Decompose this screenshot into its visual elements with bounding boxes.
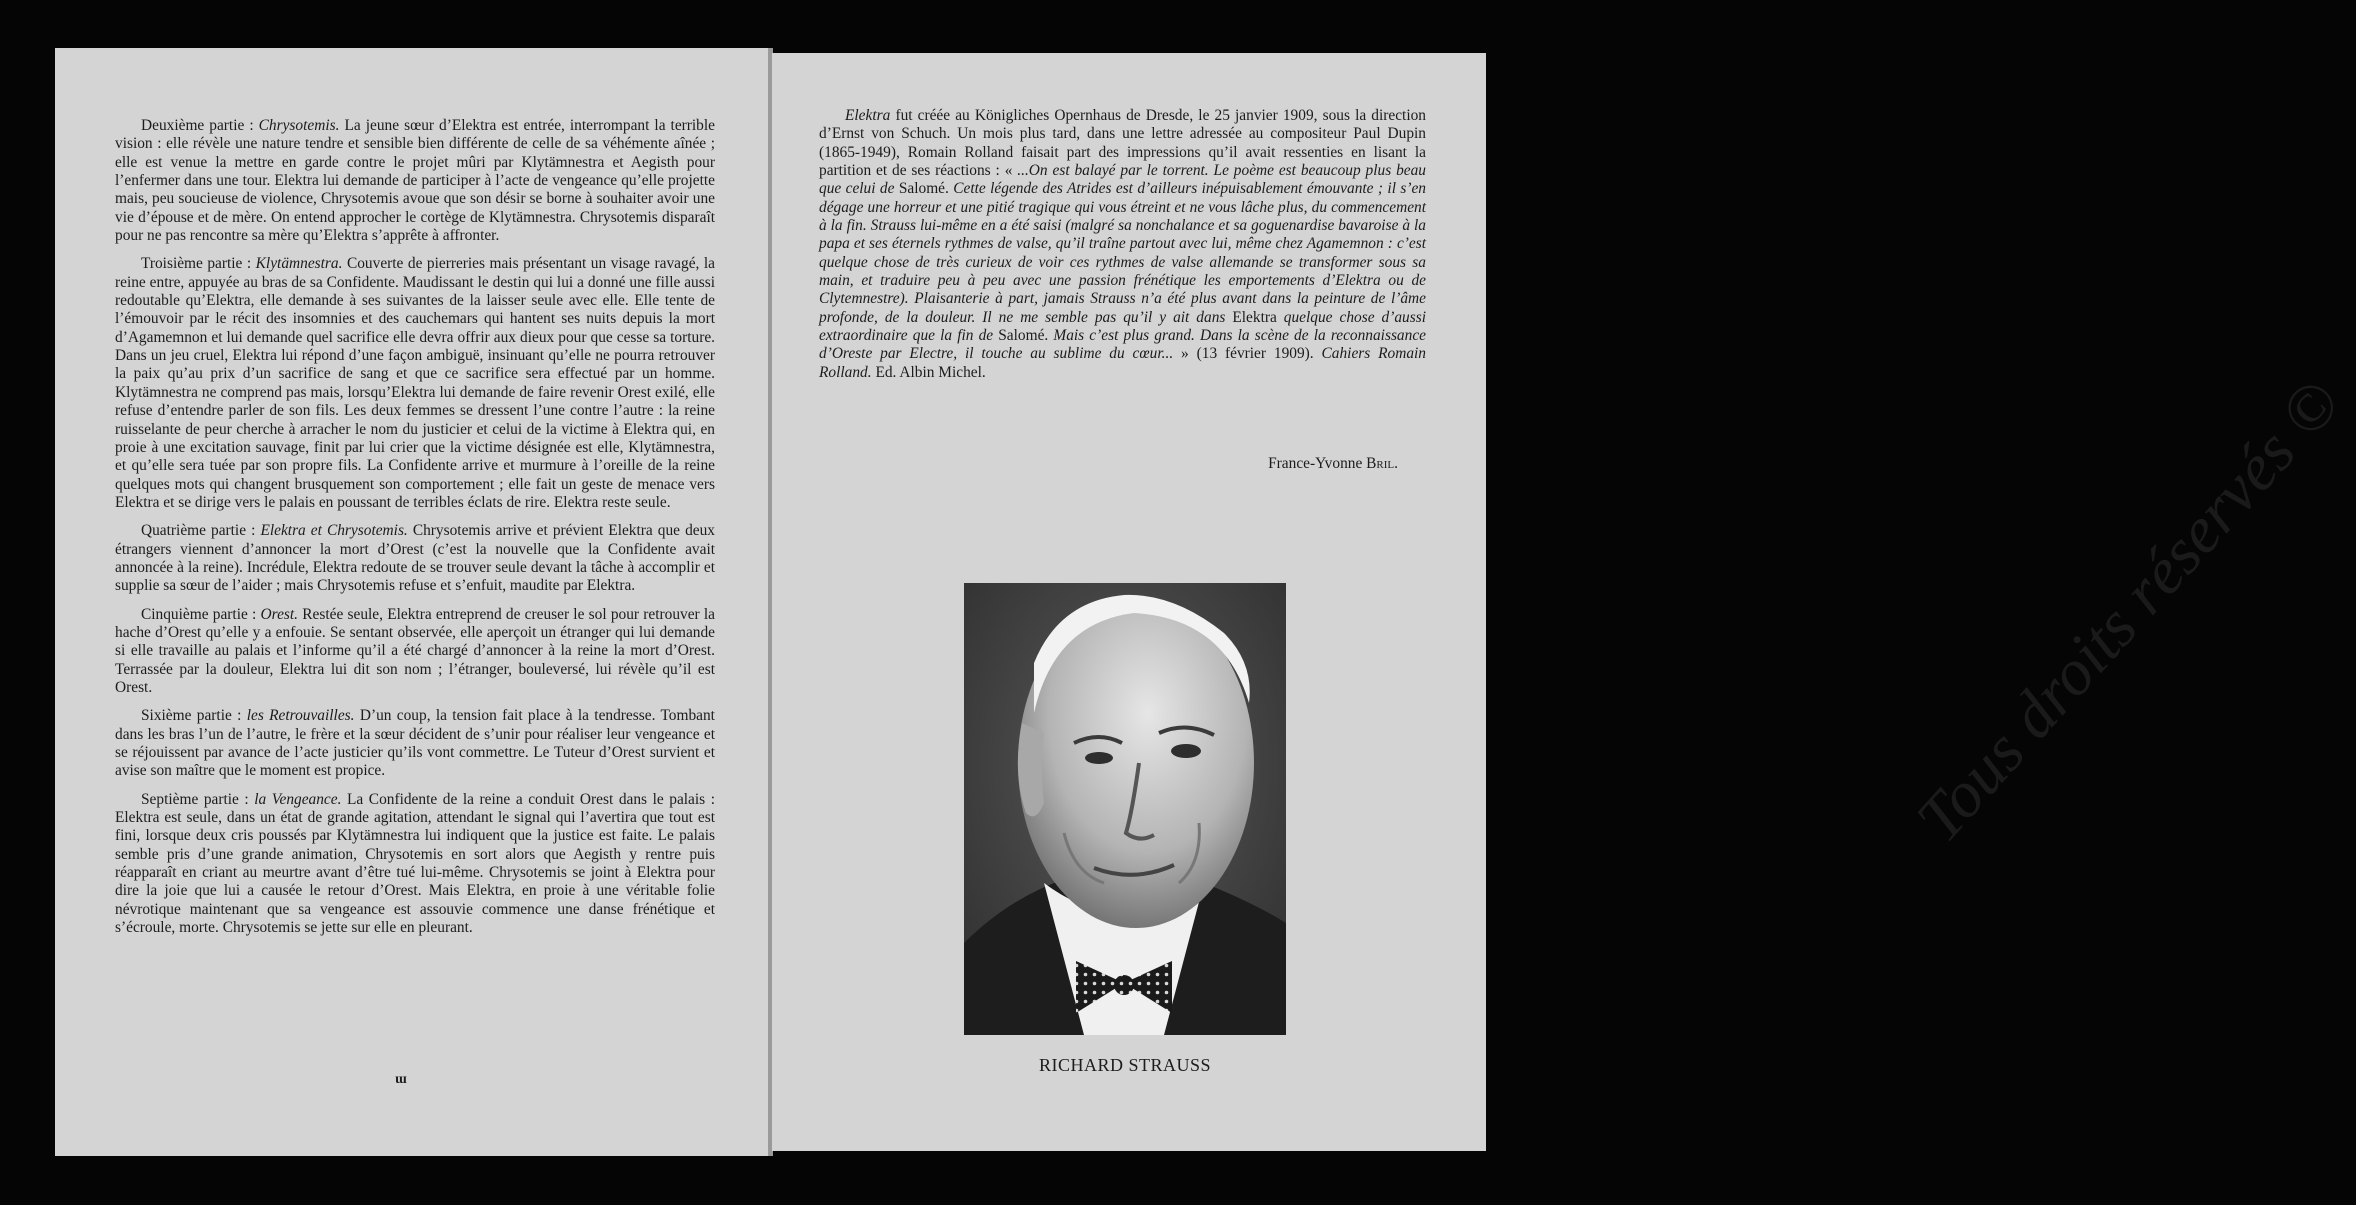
page-ornament: ɯ [395,1072,407,1087]
richard-strauss-portrait [964,583,1286,1035]
paragraph-part-4: Quatrième partie : Elektra et Chrysotemis. Chrysotemis arrive et prévient Elektra que deux étrangers viennent d’annoncer la mort d’Orest (c’est la nouvelle que la Confidente avait annoncée à la reine). Incrédule, Elektra redoute de se trouver seule devant la tâche à accomplir et supplie sa sœur de l’aider ; mais Chrysotemis refuse et s’enfuit, maudite par Elektra. [115,522,715,595]
author-signature: France-Yvonne Bril. [1268,455,1398,472]
left-page [55,48,769,1156]
left-text-column [115,117,715,937]
premiere-paragraph: Elektra fut créée au Königliches Opernhaus de Dresde, le 25 janvier 1909, sous la direction d’Ernst von Schuch. Un mois plus tard, dans une lettre adressée au compositeur Paul Dupin (1865-1949), Romain Rolland faisait part des impressions qu’il avait ressenties en lisant la partition et de ses réactions : « ...On est balayé par le torrent. Le poème est beaucoup plus beau que celui de Salomé. Cette légende des Atrides est d’ailleurs inépuisablement émouvante ; il s’en dégage une horreur et une pitié tragique qui vous étreint et ne vous lâche plus, du commencement à la fin. Strauss lui-même en a été saisi (malgré sa nonchalance et sa goguenardise bavaroise à la papa et ses éternels rythmes de valse, qu’il traîne partout avec lui, même chez Agamemnon : c’est quelque chose de très curieux de voir ces rythmes de valse allemande se transformer sous sa main, et traduire peu à peu avec une passion frénétique les emportements d’Elektra ou de Clytemnestre). Plaisanterie à part, jamais Strauss n’a été plus avant dans la peinture de l’âme profonde, de la douleur. Il ne me semble pas qu’il y ait dans Elektra quelque chose d’aussi extraordinaire que la fin de Salomé. Mais c’est plus grand. Dans la scène de la reconnaissance d’Oreste par Electre, il touche au sublime du cœur... » (13 février 1909). Cahiers Romain Rolland. Ed. Albin Michel. [819,107,1427,381]
paragraph-part-2: Deuxième partie : Chrysotemis. La jeune sœur d’Elektra est entrée, interrompant la terrible vision : elle révèle une nature tendre et sensible bien différente de celle de sa véhémente aînée ; elle est venue la mettre en garde contre le projet mûri par Klytämnestra et Aegisth pour l’enfermer dans une tour. Elektra lui demande de participer à l’acte de vengeance qu’elle projette mais, peu soucieuse de violence, Chrysotemis avoue que son désir se borne à souhaiter avoir une vie d’épouse et de mère. On entend approcher le cortège de Klytämnestra. Chrysotemis disparaît pour ne pas rencontre sa mère qu’Elektra s’apprête à affronter. [115,117,715,245]
paragraph-part-6: Sixième partie : les Retrouvailles. D’un coup, la tension fait place à la tendresse. Tombant dans les bras l’un de l’autre, le frère et la sœur décident de s’unir pour réaliser leur vengeance et se réjouissent par avance de l’acte justicier qu’ils vont commettre. Le Tuteur d’Orest survient et avise son maître que le moment est propice. [115,707,715,780]
portrait-photo [964,583,1286,1035]
right-page [772,53,2355,1151]
paragraph-part-3: Troisième partie : Klytämnestra. Couverte de pierreries mais présentant un visage ravagé, la reine entre, appuyée au bras de sa Confidente. Maudissant le destin qui lui a donné une fille aussi redoutable qu’Elektra, elle demande à ses suivantes de la laisser seule avec elle. Elle tente de l’émouvoir par le récit des insomnies et des cauchemars qui hantent ses nuits depuis la mort d’Agamemnon et lui demande quel sacrifice elle devra offrir aux dieux pour que cesse sa torture. Dans un jeu cruel, Elektra lui répond d’une façon ambiguë, insinuant qu’elle ne pourra retrouver la paix qu’au prix d’un sacrifice de sang et que ce sacrifice sera effectué par un homme. Klytämnestra ne comprend pas mais, lorsqu’Elektra lui demande de faire revenir Orest exilé, elle refuse d’entendre parler de son fils. Les deux femmes se dressent l’une contre l’autre : la reine ruisselante de peur cherche à arracher le nom du justicier et celui de la victime à Elektra qui, en proie à une excitation sauvage, finit par lui crier que la victime désignée est elle, Klytämnestra, et qu’elle sera tuée par son propre fils. La Confidente arrive et murmure à l’oreille de la reine quelques mots qui changent brusquement son comportement ; elle fait un geste de menace vers Elektra et se dirige vers le palais en poussant de terribles éclats de rire. Elektra reste seule. [115,255,715,511]
paragraph-part-5: Cinquième partie : Orest. Restée seule, Elektra entreprend de creuser le sol pour retrouver la hache d’Orest qu’elle y a enfouie. Se sentant observée, elle aperçoit un étranger qui lui demande si elle travaille au palais et l’informe qu’il a été chargé d’annoncer à la reine la mort d’Orest. Terrassée par la douleur, Elektra lui dit son nom ; l’étranger, bouleversé, lui révèle qu’il est Orest. [115,605,715,696]
right-text-column [819,107,1426,382]
portrait-caption: RICHARD STRAUSS [1038,1055,1212,1075]
watermark: Tous droits réservés © [1902,365,2355,856]
paragraph-part-7: Septième partie : la Vengeance. La Confidente de la reine a conduit Orest dans le palais : Elektra est seule, dans un état de grande agitation, attendant le signal qui l’avertira que tout est fini, lorsque deux cris poussés par Klytämnestra lui indiquent que la justice est faite. Le palais semble pris d’une grande animation, Chrysotemis en sort alors que Aegisth y rentre puis réapparaît en criant au meurtre avant d’être tué lui-même. Chrysotemis se joint à Elektra pour dire la joie que lui a causée le retour d’Orest. Mais Elektra, en proie à une véritable folie névrotique maintenant que sa vengeance est assouvie commence une danse frénétique et s’écroule, morte. Chrysotemis se jette sur elle en pleurant. [115,790,715,937]
